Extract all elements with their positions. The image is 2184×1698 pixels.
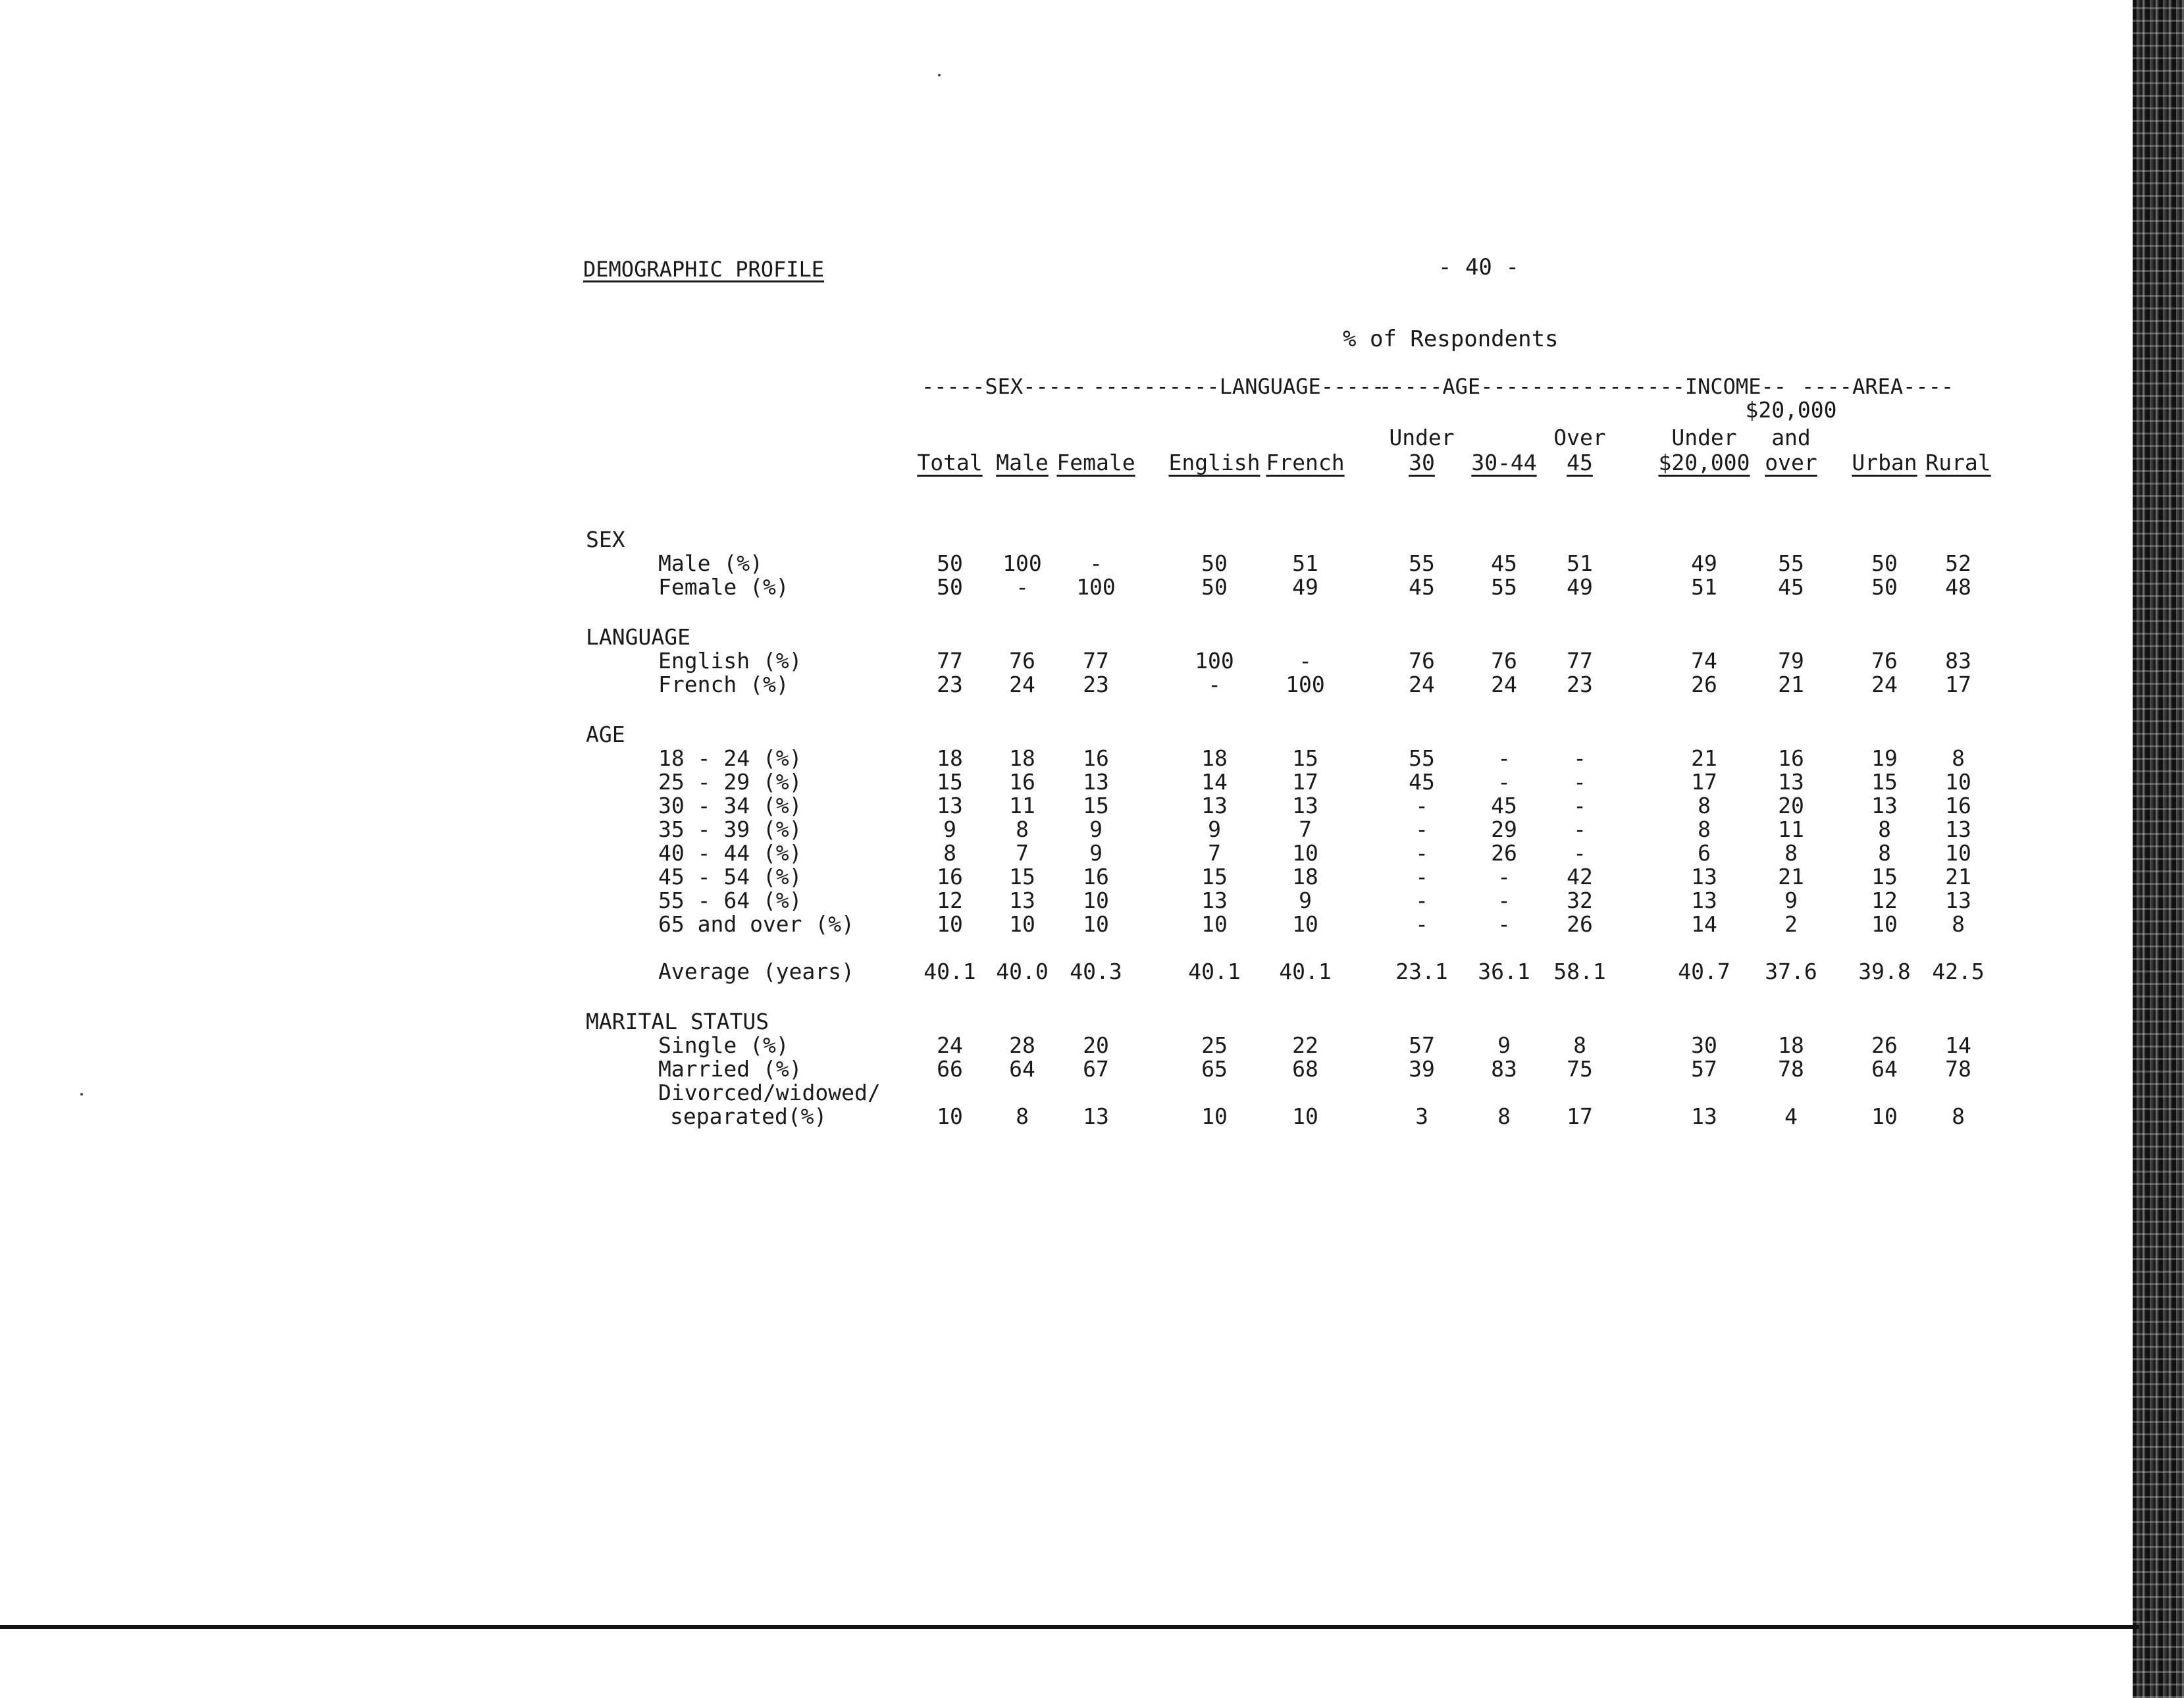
table-cell: 18 — [1778, 1032, 1804, 1058]
table-cell: 13 — [1292, 793, 1318, 818]
section-label: LANGUAGE — [586, 624, 690, 650]
table-cell: 10 — [1083, 911, 1109, 937]
table-cell: 23 — [1567, 672, 1593, 697]
table-cell: 57 — [1691, 1056, 1717, 1082]
table-cell: 13 — [1778, 769, 1804, 795]
average-cell: 39.8 — [1858, 959, 1911, 984]
table-cell: 17 — [1292, 769, 1318, 795]
group-header-income: -------INCOME-- — [1596, 374, 1786, 399]
section-label: MARITAL STATUS — [586, 1009, 769, 1034]
table-cell: - — [1089, 550, 1103, 576]
table-cell: 10 — [937, 1103, 963, 1129]
column-header-line3: over — [1765, 450, 1817, 475]
row-label: Single (%) — [658, 1032, 789, 1058]
table-cell: 15 — [1871, 769, 1898, 795]
table-cell: 30 — [1691, 1032, 1717, 1058]
row-label: English (%) — [658, 648, 802, 674]
table-cell: - — [1497, 745, 1511, 771]
table-cell: 26 — [1491, 840, 1517, 866]
table-cell: 13 — [1691, 1103, 1717, 1129]
scanned-page-edge — [2133, 0, 2184, 1698]
table-cell: 50 — [1871, 550, 1898, 576]
table-cell: 10 — [1871, 1103, 1898, 1129]
table-cell: 8 — [1016, 1103, 1029, 1129]
table-cell: 55 — [1409, 745, 1435, 771]
table-cell: 21 — [1691, 745, 1717, 771]
row-label: 65 and over (%) — [658, 911, 855, 937]
row-label: Female (%) — [658, 574, 789, 600]
average-cell: 40.1 — [923, 959, 976, 984]
table-cell: 14 — [1201, 769, 1228, 795]
column-header-line3: English — [1168, 450, 1261, 475]
table-cell: 50 — [1871, 574, 1898, 600]
average-cell: 58.1 — [1553, 959, 1606, 984]
table-cell: 18 — [1292, 864, 1318, 889]
average-cell: 37.6 — [1765, 959, 1817, 984]
table-cell: 83 — [1491, 1056, 1517, 1082]
table-cell: 14 — [1691, 911, 1717, 937]
table-caption: % of Respondents — [1343, 326, 1559, 352]
table-cell: 13 — [1945, 888, 1971, 913]
column-header-line3: Female — [1056, 450, 1135, 475]
row-label: 40 - 44 (%) — [658, 840, 802, 866]
page-title: DEMOGRAPHIC PROFILE — [583, 257, 825, 282]
row-label: Married (%) — [658, 1056, 802, 1082]
table-cell: - — [1573, 769, 1586, 795]
table-cell: 8 — [1952, 745, 1965, 771]
table-cell: 76 — [1009, 648, 1035, 674]
table-cell: 49 — [1567, 574, 1593, 600]
table-cell: - — [1573, 840, 1586, 866]
table-cell: 52 — [1945, 550, 1971, 576]
table-cell: 2 — [1784, 911, 1798, 937]
table-cell: 8 — [943, 840, 956, 866]
section-label: SEX — [586, 527, 625, 552]
column-header-line3: $20,000 — [1658, 450, 1750, 475]
table-cell: 24 — [937, 1032, 963, 1058]
table-cell: 9 — [1208, 816, 1221, 842]
table-cell: 26 — [1871, 1032, 1898, 1058]
table-cell: 13 — [1083, 769, 1109, 795]
row-label: 30 - 34 (%) — [658, 793, 802, 818]
row-label: 25 - 29 (%) — [658, 769, 802, 795]
table-cell: 9 — [1784, 888, 1798, 913]
table-cell: 18 — [1009, 745, 1035, 771]
table-cell: 64 — [1871, 1056, 1898, 1082]
table-cell: 9 — [1299, 888, 1312, 913]
table-cell: 17 — [1567, 1103, 1593, 1129]
table-cell: 21 — [1778, 672, 1804, 697]
table-cell: 13 — [1201, 888, 1228, 913]
table-cell: 7 — [1208, 840, 1221, 866]
table-cell: 66 — [937, 1056, 963, 1082]
table-cell: - — [1415, 888, 1428, 913]
average-cell: 23.1 — [1395, 959, 1448, 984]
table-cell: 23 — [1083, 672, 1109, 697]
table-cell: - — [1415, 793, 1428, 818]
scan-speck — [938, 74, 941, 76]
table-cell: 49 — [1292, 574, 1318, 600]
column-header-line3: 30-44 — [1471, 450, 1537, 475]
table-cell: 13 — [937, 793, 963, 818]
table-cell: 8 — [1573, 1032, 1586, 1058]
table-cell: 51 — [1691, 574, 1717, 600]
table-cell: 11 — [1009, 793, 1035, 818]
table-cell: 17 — [1945, 672, 1971, 697]
table-cell: 28 — [1009, 1032, 1035, 1058]
table-cell: 8 — [1497, 1103, 1511, 1129]
table-cell: 10 — [1292, 840, 1318, 866]
column-header-line2: Under — [1389, 425, 1455, 450]
table-cell: - — [1573, 745, 1586, 771]
table-cell: 24 — [1009, 672, 1035, 697]
table-cell: 10 — [1871, 911, 1898, 937]
table-cell: 48 — [1945, 574, 1971, 600]
table-cell: 10 — [1292, 911, 1318, 937]
table-cell: 67 — [1083, 1056, 1109, 1082]
table-cell: 8 — [1952, 1103, 1965, 1129]
table-cell: 10 — [937, 911, 963, 937]
table-cell: 13 — [1009, 888, 1035, 913]
table-cell: 20 — [1083, 1032, 1109, 1058]
table-cell: 15 — [1083, 793, 1109, 818]
table-cell: 13 — [1871, 793, 1898, 818]
table-cell: - — [1415, 840, 1428, 866]
average-row-label: Average (years) — [658, 959, 855, 984]
table-cell: 50 — [937, 550, 963, 576]
table-cell: 15 — [1201, 864, 1228, 889]
table-cell: 4 — [1784, 1103, 1798, 1129]
table-cell: 14 — [1945, 1032, 1971, 1058]
table-cell: 13 — [1083, 1103, 1109, 1129]
table-cell: 83 — [1945, 648, 1971, 674]
table-cell: 49 — [1691, 550, 1717, 576]
table-cell: 3 — [1415, 1103, 1428, 1129]
column-header-line3: 45 — [1567, 450, 1593, 475]
table-cell: 9 — [943, 816, 956, 842]
table-cell: 8 — [1784, 840, 1798, 866]
group-header-age: -----AGE--------- — [1379, 374, 1595, 399]
table-cell: 21 — [1945, 864, 1971, 889]
table-cell: 57 — [1409, 1032, 1435, 1058]
table-cell: 10 — [1009, 911, 1035, 937]
table-cell: 10 — [1083, 888, 1109, 913]
table-cell: 45 — [1491, 550, 1517, 576]
table-cell: 16 — [1083, 864, 1109, 889]
table-cell: 23 — [937, 672, 963, 697]
table-cell: 51 — [1292, 550, 1318, 576]
table-cell: 45 — [1409, 769, 1435, 795]
table-cell: 26 — [1567, 911, 1593, 937]
average-cell: 40.1 — [1188, 959, 1241, 984]
table-cell: - — [1415, 816, 1428, 842]
average-cell: 42.5 — [1932, 959, 1985, 984]
column-header-line2: and — [1771, 425, 1811, 450]
table-cell: 16 — [1945, 793, 1971, 818]
table-cell: - — [1497, 911, 1511, 937]
table-cell: 8 — [1878, 840, 1891, 866]
page-bottom-rule — [0, 1625, 2139, 1629]
table-cell: 16 — [1778, 745, 1804, 771]
average-cell: 40.7 — [1678, 959, 1730, 984]
section-label: AGE — [586, 722, 625, 747]
table-cell: 100 — [1286, 672, 1325, 697]
table-cell: 42 — [1567, 864, 1593, 889]
column-header-line3: Rural — [1925, 450, 1991, 475]
table-cell: 10 — [1945, 769, 1971, 795]
table-cell: 77 — [1567, 648, 1593, 674]
table-cell: - — [1299, 648, 1312, 674]
table-cell: 76 — [1491, 648, 1517, 674]
table-cell: 15 — [1871, 864, 1898, 889]
table-cell: - — [1497, 864, 1511, 889]
table-cell: 24 — [1409, 672, 1435, 697]
table-cell: 13 — [1945, 816, 1971, 842]
table-cell: 13 — [1691, 864, 1717, 889]
table-cell: 17 — [1691, 769, 1717, 795]
column-header-line3: French — [1266, 450, 1345, 475]
column-header-line3: Total — [917, 450, 983, 475]
table-cell: 50 — [1201, 550, 1228, 576]
table-cell: 79 — [1778, 648, 1804, 674]
table-cell: 76 — [1409, 648, 1435, 674]
scan-speck — [80, 1093, 83, 1096]
row-label: 35 - 39 (%) — [658, 816, 802, 842]
table-cell: 9 — [1089, 816, 1103, 842]
table-cell: 55 — [1778, 550, 1804, 576]
table-cell: 18 — [1201, 745, 1228, 771]
column-header-line2: Under — [1671, 425, 1737, 450]
table-cell: 7 — [1299, 816, 1312, 842]
group-header-area: ----AREA---- — [1802, 374, 1954, 399]
table-cell: 77 — [937, 648, 963, 674]
table-cell: 25 — [1201, 1032, 1228, 1058]
table-cell: 75 — [1567, 1056, 1593, 1082]
table-cell: 29 — [1491, 816, 1517, 842]
row-label: 55 - 64 (%) — [658, 888, 802, 913]
table-cell: - — [1415, 864, 1428, 889]
table-cell: 7 — [1016, 840, 1029, 866]
column-header-line3: 30 — [1409, 450, 1435, 475]
row-label: Divorced/widowed/ — [658, 1080, 881, 1105]
row-label: 45 - 54 (%) — [658, 864, 802, 889]
table-cell: 39 — [1409, 1056, 1435, 1082]
table-cell: 8 — [1952, 911, 1965, 937]
table-cell: 100 — [1002, 550, 1042, 576]
table-cell: 12 — [937, 888, 963, 913]
table-cell: 45 — [1778, 574, 1804, 600]
table-cell: - — [1208, 672, 1221, 697]
average-cell: 40.1 — [1279, 959, 1332, 984]
table-cell: 26 — [1691, 672, 1717, 697]
page-number: - 40 - — [1438, 254, 1519, 280]
table-cell: 15 — [937, 769, 963, 795]
average-cell: 40.3 — [1070, 959, 1122, 984]
table-cell: 16 — [1083, 745, 1109, 771]
table-cell: 20 — [1778, 793, 1804, 818]
table-cell: 8 — [1698, 816, 1711, 842]
table-cell: 74 — [1691, 648, 1717, 674]
table-cell: 22 — [1292, 1032, 1318, 1058]
table-cell: 13 — [1201, 793, 1228, 818]
table-cell: 10 — [1201, 911, 1228, 937]
row-label: 18 - 24 (%) — [658, 745, 802, 771]
table-cell: 77 — [1083, 648, 1109, 674]
table-cell: - — [1415, 911, 1428, 937]
table-cell: 8 — [1878, 816, 1891, 842]
table-cell: 11 — [1778, 816, 1804, 842]
table-cell: 50 — [937, 574, 963, 600]
table-cell: 24 — [1871, 672, 1898, 697]
table-cell: 16 — [1009, 769, 1035, 795]
table-cell: 13 — [1691, 888, 1717, 913]
table-cell: 10 — [1201, 1103, 1228, 1129]
table-cell: 10 — [1945, 840, 1971, 866]
table-cell: 12 — [1871, 888, 1898, 913]
column-header-line3: Urban — [1852, 450, 1917, 475]
table-cell: 76 — [1871, 648, 1898, 674]
table-cell: - — [1497, 888, 1511, 913]
group-header-language: ----------LANGUAGE----- — [1093, 374, 1385, 399]
table-cell: - — [1573, 793, 1586, 818]
table-cell: 8 — [1698, 793, 1711, 818]
table-cell: 15 — [1009, 864, 1035, 889]
table-cell: 55 — [1491, 574, 1517, 600]
table-cell: 51 — [1567, 550, 1593, 576]
table-cell: 45 — [1491, 793, 1517, 818]
column-header-line3: Male — [996, 450, 1049, 475]
table-cell: 15 — [1292, 745, 1318, 771]
table-cell: 16 — [937, 864, 963, 889]
table-cell: 32 — [1567, 888, 1593, 913]
table-cell: - — [1016, 574, 1029, 600]
table-cell: 24 — [1491, 672, 1517, 697]
table-cell: 78 — [1945, 1056, 1971, 1082]
table-cell: 45 — [1409, 574, 1435, 600]
row-label-continued: separated(%) — [670, 1103, 827, 1129]
table-cell: 100 — [1195, 648, 1234, 674]
table-cell: 18 — [937, 745, 963, 771]
table-cell: 9 — [1497, 1032, 1511, 1058]
row-label: Male (%) — [658, 550, 763, 576]
table-cell: 65 — [1201, 1056, 1228, 1082]
average-cell: 40.0 — [996, 959, 1049, 984]
table-cell: 8 — [1016, 816, 1029, 842]
group-header-sex: -----SEX----- — [922, 374, 1087, 399]
column-header-line2: Over — [1553, 425, 1606, 450]
row-label: French (%) — [658, 672, 789, 697]
average-cell: 36.1 — [1478, 959, 1530, 984]
table-cell: 50 — [1201, 574, 1228, 600]
table-cell: 19 — [1871, 745, 1898, 771]
table-cell: 10 — [1292, 1103, 1318, 1129]
table-cell: 55 — [1409, 550, 1435, 576]
table-cell: 9 — [1089, 840, 1103, 866]
table-cell: 78 — [1778, 1056, 1804, 1082]
table-cell: 21 — [1778, 864, 1804, 889]
table-cell: - — [1497, 769, 1511, 795]
table-cell: 6 — [1698, 840, 1711, 866]
table-cell: 68 — [1292, 1056, 1318, 1082]
table-cell: - — [1573, 816, 1586, 842]
table-cell: 100 — [1076, 574, 1116, 600]
table-cell: 64 — [1009, 1056, 1035, 1082]
column-header-line1: $20,000 — [1745, 397, 1837, 423]
